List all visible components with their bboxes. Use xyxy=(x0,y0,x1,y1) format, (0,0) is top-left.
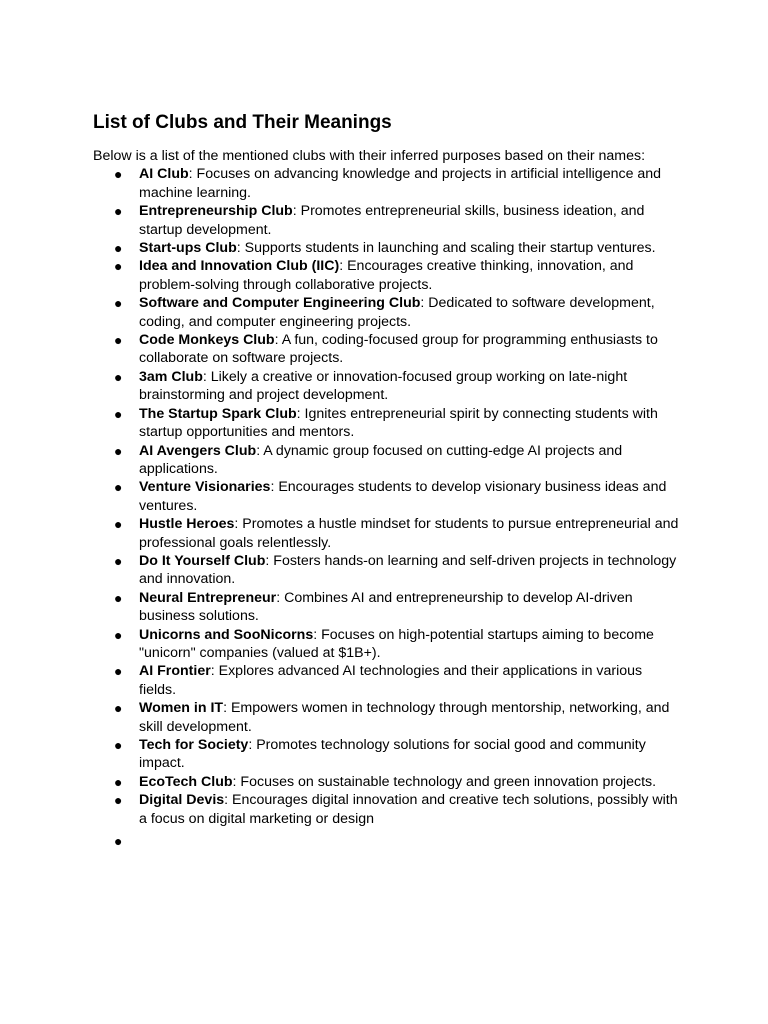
club-name: Digital Devis xyxy=(139,792,225,809)
list-item xyxy=(93,239,683,257)
list-item xyxy=(93,405,683,442)
list-item xyxy=(93,699,683,736)
bullet-icon: ● xyxy=(114,240,123,257)
club-description: : Focuses on sustainable technology and green innovation projects. xyxy=(232,773,657,790)
list-item xyxy=(93,736,683,773)
intro-paragraph: Below is a list of the mentioned clubs with their inferred purposes based on their names: xyxy=(93,148,646,164)
bullet-icon: ● xyxy=(114,479,123,496)
bullet-icon: ● xyxy=(114,203,123,220)
club-description: : Empowers women in technology through mentorship, networking, and skill development. xyxy=(139,700,670,735)
club-description: : Focuses on advancing knowledge and projects in artificial intelligence and machine learning. xyxy=(139,166,662,201)
club-description: : Explores advanced AI technologies and their applications in various fields. xyxy=(139,663,643,698)
bullet-icon: ● xyxy=(114,792,123,809)
list-item xyxy=(93,791,683,828)
club-name: Entrepreneurship Club xyxy=(139,203,293,220)
bullet-icon: ● xyxy=(114,737,123,753)
list-item xyxy=(93,442,683,479)
bullet-icon: ● xyxy=(114,258,123,275)
club-name: AI Avengers Club xyxy=(139,442,257,459)
club-name: EcoTech Club xyxy=(139,773,233,790)
club-name: Idea and Innovation Club (IIC) xyxy=(139,258,340,275)
list-item xyxy=(93,552,683,589)
bullet-icon: ● xyxy=(114,773,123,790)
bullet-icon: ● xyxy=(114,368,123,385)
club-name: AI Frontier xyxy=(139,663,211,680)
club-name: Neural Entrepreneur xyxy=(139,589,277,606)
club-name: Code Monkeys Club xyxy=(139,332,275,349)
club-name: Venture Visionaries xyxy=(139,479,271,496)
document-title: List of Clubs and Their Meanings xyxy=(93,112,392,133)
empty-list-item xyxy=(93,832,683,850)
bullet-icon: ● xyxy=(114,663,123,680)
club-description: : Promotes entrepreneurial skills, business ideation, and startup development. xyxy=(139,203,645,238)
club-description: : A dynamic group focused on cutting-edge AI projects and applications. xyxy=(139,442,623,477)
club-name: 3am Club xyxy=(139,368,203,385)
club-name: Software and Computer Engineering Club xyxy=(139,295,421,312)
bullet-icon: ● xyxy=(114,332,123,349)
list-item xyxy=(93,662,683,699)
bullet-icon: ● xyxy=(114,700,123,717)
club-description: : Encourages creative thinking, innovation, and problem-solving through collaborative projects. xyxy=(139,258,634,293)
club-name: Hustle Heroes xyxy=(139,516,235,533)
club-description: : A fun, coding-focused group for programming enthusiasts to collaborate on software projects. xyxy=(139,332,658,367)
club-name: Start-ups Club xyxy=(139,240,237,257)
club-description: : Likely a creative or innovation-focused group working on late-night brainstorming and project development. xyxy=(139,368,628,404)
club-list xyxy=(93,165,683,850)
club-description: : Promotes technology solutions for social good and community impact. xyxy=(139,737,646,772)
club-description: : Promotes a hustle mindset for students to pursue entrepreneurial and professional goals relentlessly. xyxy=(139,516,679,551)
list-item xyxy=(93,478,683,515)
bullet-icon: ● xyxy=(114,516,123,533)
club-description: : Dedicated to software development, coding, and computer engineering projects. xyxy=(139,295,655,330)
bullet-icon: ● xyxy=(114,833,123,850)
list-item xyxy=(93,626,683,663)
club-description: : Encourages digital innovation and creative tech solutions, possibly with a focus on digital marketing or design xyxy=(139,792,678,827)
club-description: : Ignites entrepreneurial spirit by connecting students with startup opportunities and mentors. xyxy=(139,405,658,441)
list-item xyxy=(93,331,683,368)
club-name: The Startup Spark Club xyxy=(139,405,297,422)
club-description: : Encourages students to develop visionary business ideas and ventures. xyxy=(139,479,667,514)
bullet-icon: ● xyxy=(114,626,123,643)
club-description: : Supports students in launching and scaling their startup ventures. xyxy=(236,240,656,257)
bullet-icon: ● xyxy=(114,442,123,459)
list-item xyxy=(93,257,683,294)
list-item xyxy=(93,294,683,331)
club-name: Tech for Society xyxy=(139,737,249,753)
club-description: : Fosters hands-on learning and self-driven projects in technology and innovation. xyxy=(139,552,677,588)
list-item xyxy=(93,202,683,239)
list-item xyxy=(93,368,683,405)
club-name: Unicorns and SooNicorns xyxy=(139,626,314,643)
club-name: AI Club xyxy=(139,166,189,183)
bullet-icon: ● xyxy=(114,166,123,183)
document-page xyxy=(93,110,683,850)
list-item xyxy=(93,589,683,626)
list-item xyxy=(93,515,683,552)
bullet-icon: ● xyxy=(114,552,123,569)
club-description: : Combines AI and entrepreneurship to develop AI-driven business solutions. xyxy=(139,589,633,625)
bullet-icon: ● xyxy=(114,589,123,606)
club-name: Women in IT xyxy=(139,700,224,717)
bullet-icon: ● xyxy=(114,405,123,422)
list-item xyxy=(93,773,683,791)
bullet-icon: ● xyxy=(114,295,123,312)
list-item xyxy=(93,165,683,202)
club-description: : Focuses on high-potential startups aiming to become "unicorn" companies (valued at $1B+). xyxy=(139,626,654,661)
club-name: Do It Yourself Club xyxy=(139,552,266,569)
